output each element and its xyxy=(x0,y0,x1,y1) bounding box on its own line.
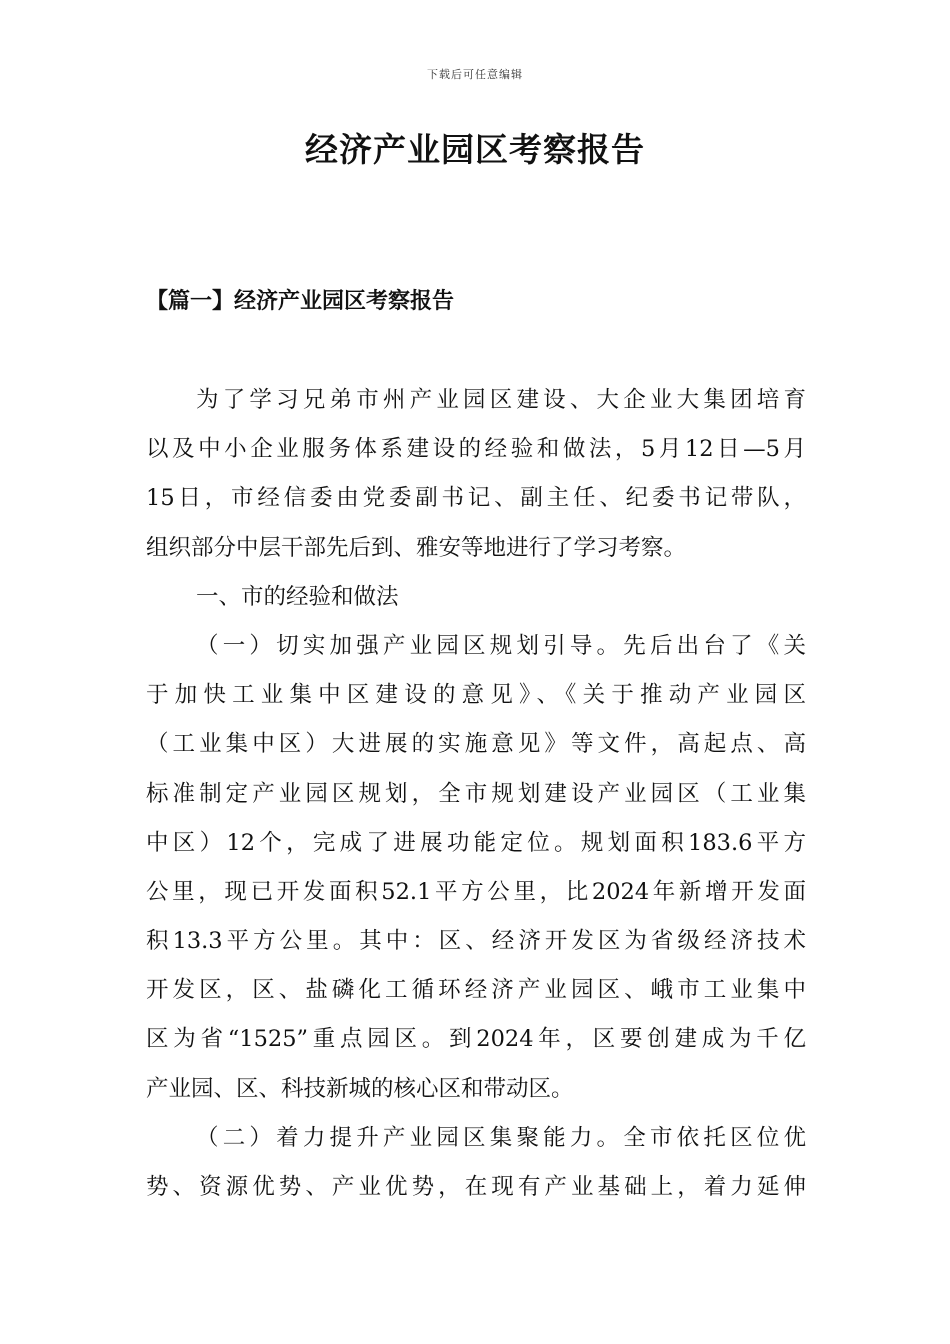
body-line: 势、资源优势、产业优势，在现有产业基础上，着力延伸 xyxy=(146,1174,806,1200)
page-header-note: 下载后可任意编辑 xyxy=(427,68,523,81)
body-line: 组织部分中层干部先后到、雅安等地进行了学习考察。 xyxy=(146,534,687,561)
body-line: 开发区，区、盐磷化工循环经济产业园区、峨市工业集中 xyxy=(146,977,806,1004)
body-line: 积13.3平方公里。其中：区、经济开发区为省级经济技术 xyxy=(146,928,806,955)
body-line: 15日，市经信委由党委副书记、副主任、纪委书记带队， xyxy=(146,485,806,512)
body-line: 中区）12个，完成了进展功能定位。规划面积183.6平方 xyxy=(146,829,806,856)
body-line: 区为省“1525”重点园区。到2024年，区要创建成为千亿 xyxy=(146,1026,806,1053)
body-line: （工业集中区）大进展的实施意见》等文件，高起点、高 xyxy=(146,731,806,758)
body-line: （一）切实加强产业园区规划引导。先后出台了《关 xyxy=(196,632,806,659)
section-heading: 【篇一】经济产业园区考察报告 xyxy=(146,288,455,314)
body-line: （二）着力提升产业园区集聚能力。全市依托区位优 xyxy=(196,1124,806,1151)
document-title: 经济产业园区考察报告 xyxy=(305,130,645,169)
body-line: 一、市的经验和做法 xyxy=(196,583,399,610)
body-line: 于加快工业集中区建设的意见》、《关于推动产业园区 xyxy=(146,682,806,709)
body-line: 公里，现已开发面积52.1平方公里，比2024年新增开发面 xyxy=(146,878,806,905)
body-text xyxy=(146,376,806,1212)
body-line: 以及中小企业服务体系建设的经验和做法，5月12日—5月 xyxy=(146,436,806,463)
body-line: 为了学习兄弟市州产业园区建设、大企业大集团培育 xyxy=(196,387,806,413)
body-line: 产业园、区、科技新城的核心区和带动区。 xyxy=(146,1075,574,1102)
body-line: 标准制定产业园区规划，全市规划建设产业园区（工业集 xyxy=(146,780,806,807)
